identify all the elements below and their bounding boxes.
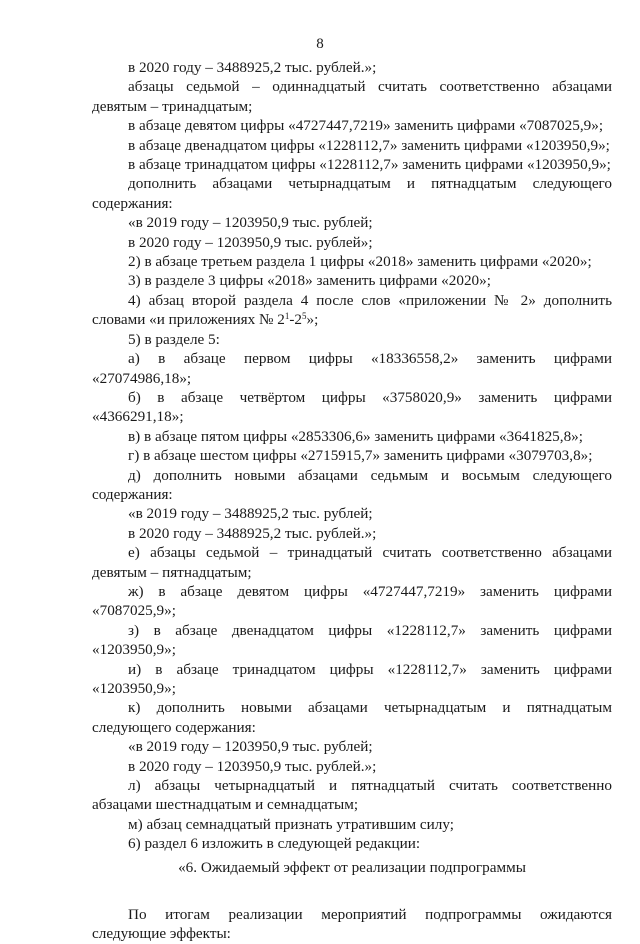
superscript: 5 (302, 311, 307, 322)
blank-line (92, 877, 612, 905)
paragraph: а) в абзаце первом цифры «18336558,2» заменить цифрами «27074986,18»; (92, 350, 612, 387)
paragraph: По итогам реализации мероприятий подпрограммы ожидаются следующие эффекты: (92, 906, 612, 943)
paragraph: в абзаце двенадцатом цифры «1228112,7» заменить цифрами «1203950,9»; (128, 136, 610, 154)
paragraph: в 2020 году – 3488925,2 тыс. рублей.»; (128, 524, 377, 542)
section-heading: «6. Ожидаемый эффект от реализации подпрограммы (178, 858, 526, 876)
superscript: 1 (284, 311, 290, 322)
paragraph: в 2020 году – 1203950,9 тыс. рублей»; (128, 233, 373, 251)
paragraph: б) в абзаце четвёртом цифры «3758020,9» заменить цифрами «4366291,18»; (92, 388, 612, 426)
paragraph: 2) в абзаце третьем раздела 1 цифры «2018» заменить цифрами «2020»; (128, 253, 592, 271)
page-number: 8 (316, 36, 324, 52)
paragraph-text: »; (306, 311, 319, 329)
paragraph: в абзаце тринадцатом цифры «1228112,7» заменить цифрами «1203950,9»; (128, 156, 611, 174)
paragraph: «в 2019 году – 1203950,9 тыс. рублей; (128, 214, 373, 232)
paragraph-text: 4) абзац второй раздела 4 после слов «приложении № 2» дополнить словами «и приложениях № 2 (92, 291, 612, 329)
paragraph: «в 2019 году – 3488925,2 тыс. рублей; (128, 505, 373, 523)
paragraph: «в 2019 году – 1203950,9 тыс. рублей; (128, 738, 373, 756)
paragraph: 5) в разделе 5: (128, 330, 220, 348)
paragraph: 3) в разделе 3 цифры «2018» заменить цифрами «2020»; (128, 272, 491, 290)
paragraph: ж) в абзаце девятом цифры «4727447,7219» заменить цифрами «7087025,9»; (92, 582, 612, 620)
paragraph: д) дополнить новыми абзацами седьмым и восьмым следующего содержания: (92, 466, 612, 503)
paragraph-text: -2 (289, 311, 303, 329)
paragraph: в абзаце девятом цифры «4727447,7219» заменить цифрами «7087025,9»; (128, 117, 604, 135)
paragraph: з) в абзаце двенадцатом цифры «1228112,7» заменить цифрами «1203950,9»; (92, 621, 612, 659)
document-body (92, 58, 612, 944)
paragraph: в) в абзаце пятом цифры «2853306,6» заменить цифрами «3641825,8»; (128, 427, 583, 445)
paragraph: в 2020 году – 3488925,2 тыс. рублей.»; (128, 59, 377, 76)
paragraph-with-superscripts (92, 291, 612, 330)
paragraph: л) абзацы четырнадцатый и пятнадцатый считать соответственно абзацами шестнадцатым и семнадцатым; (92, 777, 612, 814)
paragraph: м) абзац семнадцатый признать утратившим силу; (128, 815, 454, 833)
paragraph: в 2020 году – 1203950,9 тыс. рублей.»; (128, 757, 377, 775)
paragraph: и) в абзаце тринадцатом цифры «1228112,7» заменить цифрами «1203950,9»; (92, 660, 612, 697)
paragraph: к) дополнить новыми абзацами четырнадцатым и пятнадцатым следующего содержания: (92, 699, 612, 736)
paragraph: г) в абзаце шестом цифры «2715915,7» заменить цифрами «3079703,8»; (128, 447, 593, 465)
paragraph: абзацы седьмой – одиннадцатый считать соответственно абзацами девятым – тринадцатым; (92, 78, 612, 115)
paragraph: 6) раздел 6 изложить в следующей редакции: (128, 835, 421, 853)
paragraph: дополнить абзацами четырнадцатым и пятнадцатым следующего содержания: (92, 175, 612, 212)
paragraph: е) абзацы седьмой – тринадцатый считать соответственно абзацами девятым – пятнадцатым; (92, 544, 612, 581)
